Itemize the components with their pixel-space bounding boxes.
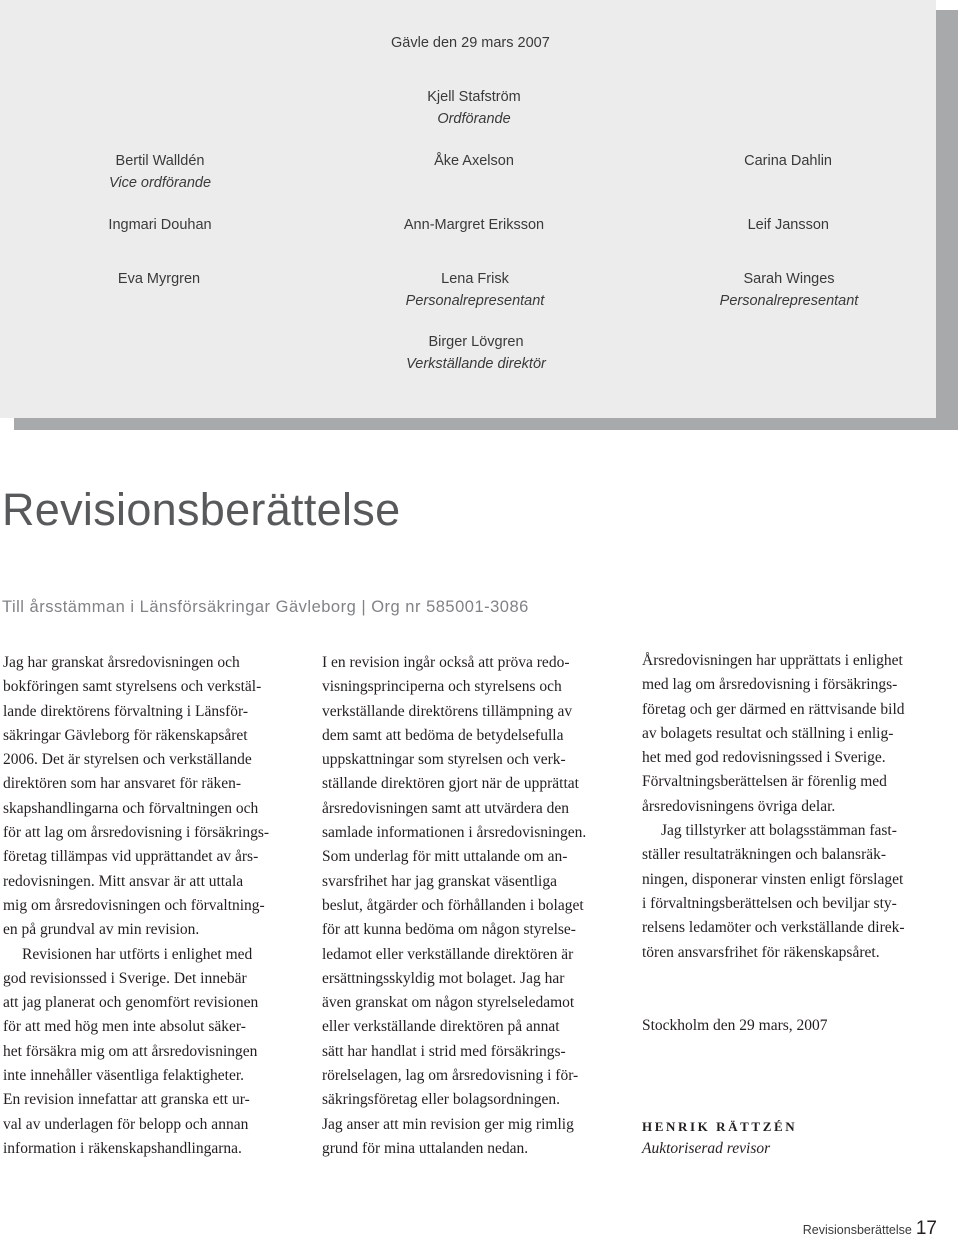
text-line: het med god redovisningssed i Sverige. — [642, 749, 886, 767]
text-line: val av underlagen för belopp och annan — [3, 1115, 249, 1133]
signature-box — [0, 0, 936, 418]
text-line: skapshandlingarna och förvaltningen och — [3, 799, 259, 817]
signature-block — [109, 150, 211, 194]
text-line: företag tillämpas vid upprättandet av års- — [3, 848, 259, 866]
text-line: grund för mina uttalanden nedan. — [322, 1139, 529, 1157]
signature-block — [748, 214, 829, 236]
signature-block — [427, 86, 520, 130]
text-column-1 — [3, 651, 295, 1161]
text-line: uppskattningar som styrelsen och verk- — [322, 751, 566, 769]
text-column-3 — [642, 649, 942, 965]
text-line: bokföringen samt styrelsens och verkstäl- — [3, 678, 262, 696]
signatory-name: Kjell Stafström — [427, 89, 521, 105]
text-line: redovisningen. Mitt ansvar är att uttala — [3, 872, 244, 890]
text-line: visningsprinciperna och styrelsens och — [322, 678, 562, 696]
text-line: direktören som har ansvaret för räken- — [3, 775, 241, 793]
text-line: inte innehåller väsentliga felaktigheter. — [3, 1067, 245, 1085]
text-line: årsredovisningen samt att utvärdera den — [322, 799, 570, 817]
auditor-name: HENRIK RÄTTZÉN — [642, 1119, 798, 1134]
text-line: ställer resultaträkningen och balansräk- — [642, 846, 887, 864]
text-line: säkringsföretag eller bolagsordningen. — [322, 1091, 561, 1109]
text-line: även granskat om någon styrelseledamot — [322, 994, 575, 1012]
signatory-name: Ingmari Douhan — [108, 217, 212, 233]
signatory-role: Verkställande direktör — [406, 356, 546, 372]
text-line: ställande direktören gjort när de upprättat — [322, 775, 579, 793]
signature-block — [406, 331, 546, 375]
text-line: sätt har handlat i strid med försäkrings- — [322, 1042, 566, 1060]
signatory-role: Vice ordförande — [108, 175, 212, 191]
text-line: god revisionssed i Sverige. Det innebär — [3, 969, 247, 987]
text-line: svarsfrihet har jag granskat väsentliga — [322, 872, 557, 890]
text-line: dem samt att bedöma de betydelsefulla — [322, 726, 564, 744]
signature-block — [118, 268, 200, 290]
signature-block — [108, 214, 211, 236]
text-line: beslut, åtgärder och förhållanden i bolaget — [322, 896, 584, 914]
page-subtitle: Till årsstämman i Länsförsäkringar Gävleborg | Org nr 585001-3086 — [2, 598, 529, 616]
text-line: för att kunna bedöma om någon styrelse- — [322, 921, 576, 939]
signature-block — [406, 268, 545, 312]
text-line: ledamot eller verkställande direktören är — [322, 945, 574, 963]
text-line: av bolagets resultat och ställning i enlig- — [642, 724, 894, 742]
text-line: rörelselagen, lag om årsredovisning i för- — [322, 1067, 579, 1085]
text-line: Jag anser att min revision ger mig rimlig — [322, 1115, 574, 1133]
text-line: lande direktörens förvaltning i Länsför- — [3, 702, 249, 720]
signature-block — [720, 268, 859, 312]
text-line: ersättningsskyldig mot bolaget. Jag har — [322, 969, 565, 987]
page-number: 17 — [915, 1218, 937, 1239]
text-line: verkställande direktörens tillämpning av — [322, 702, 573, 720]
text-line: mig om årsredovisningen och förvaltning- — [3, 896, 265, 914]
text-line: tören ansvarsfrihet för räkenskapsåret. — [642, 943, 880, 961]
signature-block — [434, 150, 514, 172]
text-column-2 — [322, 651, 622, 1161]
text-line: i förvaltningsberättelsen och beviljar sty- — [642, 894, 897, 912]
signatory-name: Sarah Winges — [743, 271, 835, 287]
signatory-role: Personalrepresentant — [405, 293, 545, 309]
signatory-name: Lena Frisk — [441, 271, 509, 287]
text-line: Förvaltningsberättelsen är förenlig med — [642, 773, 887, 791]
signatory-name: Birger Lövgren — [428, 334, 524, 350]
auditor-role: Auktoriserad revisor — [642, 1140, 771, 1157]
text-line: en på grundval av min revision. — [3, 921, 200, 939]
signature-date: Gävle den 29 mars 2007 — [391, 35, 550, 51]
footer-section-label: Revisionsberättelse — [802, 1223, 912, 1237]
signatory-name: Carina Dahlin — [744, 153, 832, 169]
text-line: En revision innefattar att granska ett ur- — [3, 1091, 250, 1109]
signatory-name: Eva Myrgren — [117, 271, 201, 287]
text-line: att jag planerat och genomfört revisionen — [3, 994, 259, 1012]
text-line: för att med hög men inte absolut säker- — [3, 1018, 246, 1036]
text-line: samlade informationen i årsredovisningen. — [322, 824, 587, 842]
text-line: ningen, disponerar vinsten enligt förslaget — [642, 870, 904, 888]
signatory-name: Leif Jansson — [747, 217, 829, 233]
text-line: Jag tillstyrker att bolagsstämman fast- — [661, 822, 897, 840]
text-line: säkringar Gävleborg för räkenskapsåret — [3, 726, 248, 744]
page-title: Revisionsberättelse — [2, 484, 401, 535]
text-line: för att lag om årsredovisning i försäkrings- — [3, 824, 270, 842]
signature-block — [404, 214, 544, 236]
signatory-name: Ann-Margret Eriksson — [403, 217, 545, 233]
text-line: relsens ledamöter och verkställande direk- — [642, 919, 905, 937]
text-line: 2006. Det är styrelsen och verkställande — [3, 751, 252, 769]
text-line: Jag har granskat årsredovisningen och — [3, 654, 240, 671]
text-line: information i räkenskapshandlingarna. — [3, 1139, 242, 1157]
text-line: I en revision ingår också att pröva redo- — [322, 654, 570, 671]
signature-block — [744, 150, 832, 172]
signatory-role: Ordförande — [437, 111, 511, 127]
signatory-name: Åke Axelson — [434, 153, 514, 169]
signatory-name: Bertil Walldén — [115, 153, 205, 169]
text-line: eller verkställande direktören på annat — [322, 1018, 560, 1036]
page-footer — [803, 1218, 937, 1240]
text-line: het försäkra mig om att årsredovisningen — [3, 1042, 258, 1060]
text-line: med lag om årsredovisning i försäkrings- — [642, 676, 898, 694]
text-line: företag och ger därmed en rättvisande bild — [642, 700, 905, 718]
text-line: Årsredovisningen har upprättats i enlighet — [642, 652, 903, 669]
text-line: Som underlag för mitt uttalande om an- — [322, 848, 568, 866]
place-date: Stockholm den 29 mars, 2007 — [642, 1017, 828, 1034]
text-line: årsredovisningens övriga delar. — [642, 797, 836, 815]
signatory-role: Personalrepresentant — [719, 293, 859, 309]
text-line: Revisionen har utförts i enlighet med — [22, 945, 253, 963]
